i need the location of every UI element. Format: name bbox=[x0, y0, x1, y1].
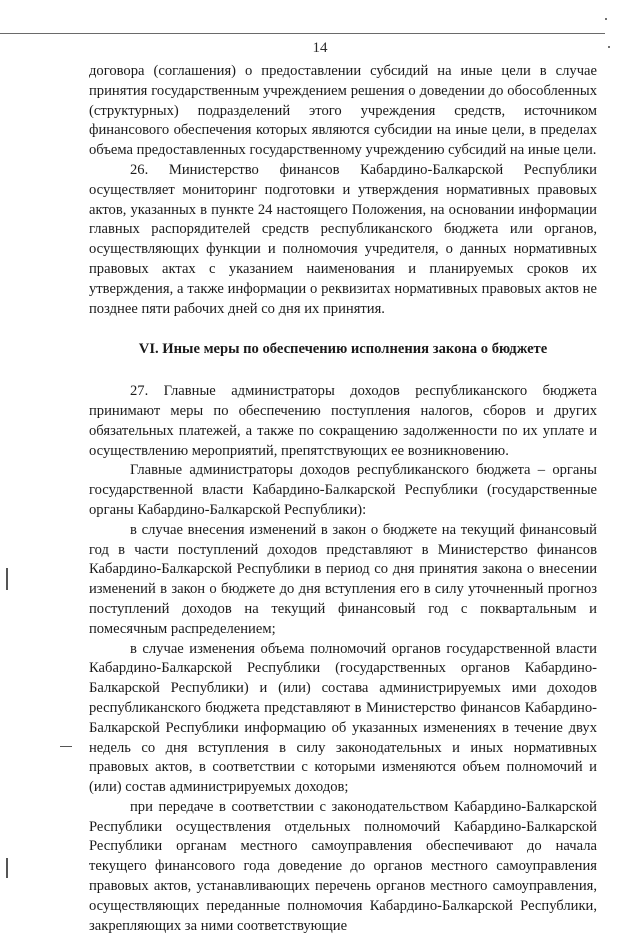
section-heading: VI. Иные меры по обеспечению исполнения закона о бюджете bbox=[138, 341, 548, 358]
scan-speck bbox=[605, 18, 607, 20]
paragraph-26: 26. Министерство финансов Кабардино-Балкарской Республики осуществляет мониторинг подготовки и утверждения нормативных правовых актов, указанных в пункте 24 настоящего Положения, на основании информации главных распорядителей средств республиканского бюджета или органов, осуществляющих функции и полномочия учредителя, о данных нормативных правовых актах с указанием наименования и планируемых сроков их утверждения, а также информации о реквизитах нормативных правовых актов не позднее пяти рабочих дней со дня их принятия. bbox=[89, 161, 597, 317]
scan-margin-mark bbox=[60, 746, 72, 747]
paragraph-continuation: договора (соглашения) о предоставлении субсидий на иные цели в случае принятия государственным учреждением решения о доведении до обособленных (структурных) подразделений этого учреждения средств, источником финансового обеспечения которых являются субсидии на иные цели, в пределах объема предоставленных государственному учреждению субсидий на иные цели. bbox=[89, 63, 597, 159]
document-body bbox=[89, 62, 597, 936]
paragraph-27-item-2: в случае изменения объема полномочий органов государственной власти Кабардино-Балкарской Республики (государственных органов Кабардино-Балкарской Республики) и (или) состава администрируемых ими доходов республиканского бюджета представляют в Министерство финансов Кабардино-Балкарской Республики информацию об указанных изменениях в течение двух недель со дня вступления в силу законодательных и иных нормативных правовых актов, в соответствии с которыми изменяются объем полномочий и (или) состав администрируемых доходов; bbox=[89, 640, 597, 796]
scan-margin-mark bbox=[6, 568, 8, 590]
scan-margin-mark bbox=[6, 858, 8, 878]
paragraph-27-item-1: в случае внесения изменений в закон о бюджете на текущий финансовый год в части поступлений доходов представляют в Министерство финансов Кабардино-Балкарской Республики в период со дня принятия закона о внесении изменений в закон о бюджете до дня вступления его в силу уточненный прогноз поступлений доходов на текущий финансовый год с поквартальным и помесячным распределением; bbox=[89, 521, 597, 637]
paragraph-27-item-3: при передаче в соответствии с законодательством Кабардино-Балкарской Республики осуществления отдельных полномочий Кабардино-Балкарской Республики органам местного самоуправления обеспечивают до начала текущего финансового года доведение до органов местного самоуправления правовых актов, устанавливающих перечень органов местного самоуправления, осуществляющих переданные полномочия Кабардино-Балкарской Республики, закрепляющих за ними соответствующие bbox=[89, 798, 597, 934]
scan-top-rule bbox=[0, 33, 605, 34]
paragraph-27-admins: Главные администраторы доходов республиканского бюджета – органы государственной власти Кабардино-Балкарской Республики (государственные органы Кабардино-Балкарской Республики): bbox=[89, 462, 597, 518]
page-number: 14 bbox=[312, 40, 328, 56]
paragraph-27: 27. Главные администраторы доходов республиканского бюджета принимают меры по обеспечению поступления налогов, сборов и других обязательных платежей, а также по сокращению задолженности по их уплате и осуществлению мероприятий, препятствующих ее возникновению. bbox=[89, 383, 597, 459]
